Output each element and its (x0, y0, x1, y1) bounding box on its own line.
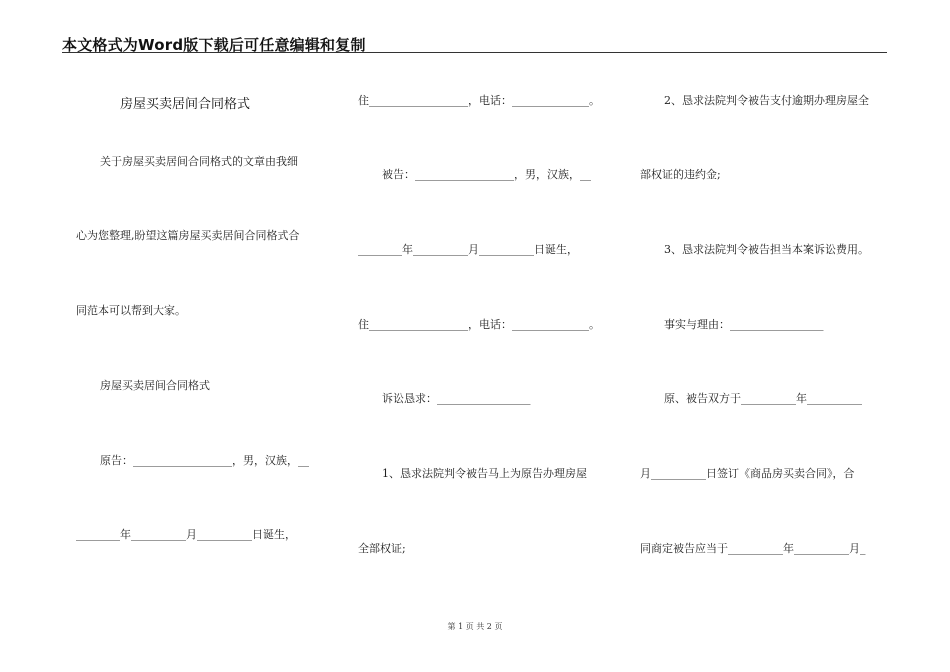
page-number: 第 1 页 共 2 页 (447, 622, 503, 631)
paragraph-line: 1、恳求法院判令被告马上为原告办理房屋 (382, 467, 587, 480)
claims-heading: 诉讼恳求：_________________ (382, 392, 531, 405)
paragraph-line: 3、恳求法院判令被告担当本案诉讼费用。 (664, 243, 869, 256)
plaintiff-address-line: 住__________________，电话：______________。 (358, 94, 600, 107)
paragraph-line: 心为您整理,盼望这篇房屋买卖居间合同格式合 (76, 229, 300, 242)
paragraph-line: 原、被告双方于__________年__________ (664, 392, 862, 405)
paragraph-line: 同范本可以帮到大家。 (76, 304, 186, 317)
facts-heading: 事实与理由：_________________ (664, 318, 824, 331)
defendant-birth-line: ________年__________月__________日诞生， (358, 243, 578, 256)
document-title: 房屋买卖居间合同格式 (120, 97, 251, 112)
paragraph-line: 同商定被告应当于__________年__________月_ (640, 542, 866, 555)
paragraph-line: 月__________日签订《商品房买卖合同》，合 (640, 467, 855, 480)
header-divider (62, 52, 887, 53)
section-heading: 房屋买卖居间合同格式 (100, 379, 210, 392)
paragraph-line: 2、恳求法院判令被告支付逾期办理房屋全 (664, 94, 869, 107)
defendant-address-line: 住__________________，电话：______________。 (358, 318, 600, 331)
header-title: 本文格式为Word版下载后可任意编辑和复制 (62, 36, 366, 54)
paragraph-line: 全部权证; (358, 542, 406, 555)
defendant-line: 被告：__________________，男，汉族，__ (382, 168, 591, 181)
plaintiff-birth-line: ________年__________月__________日诞生， (76, 528, 296, 541)
paragraph-line: 部权证的违约金; (640, 168, 721, 181)
paragraph-line: 关于房屋买卖居间合同格式的文章由我细 (100, 155, 298, 168)
plaintiff-line: 原告：__________________，男，汉族，__ (100, 454, 309, 467)
